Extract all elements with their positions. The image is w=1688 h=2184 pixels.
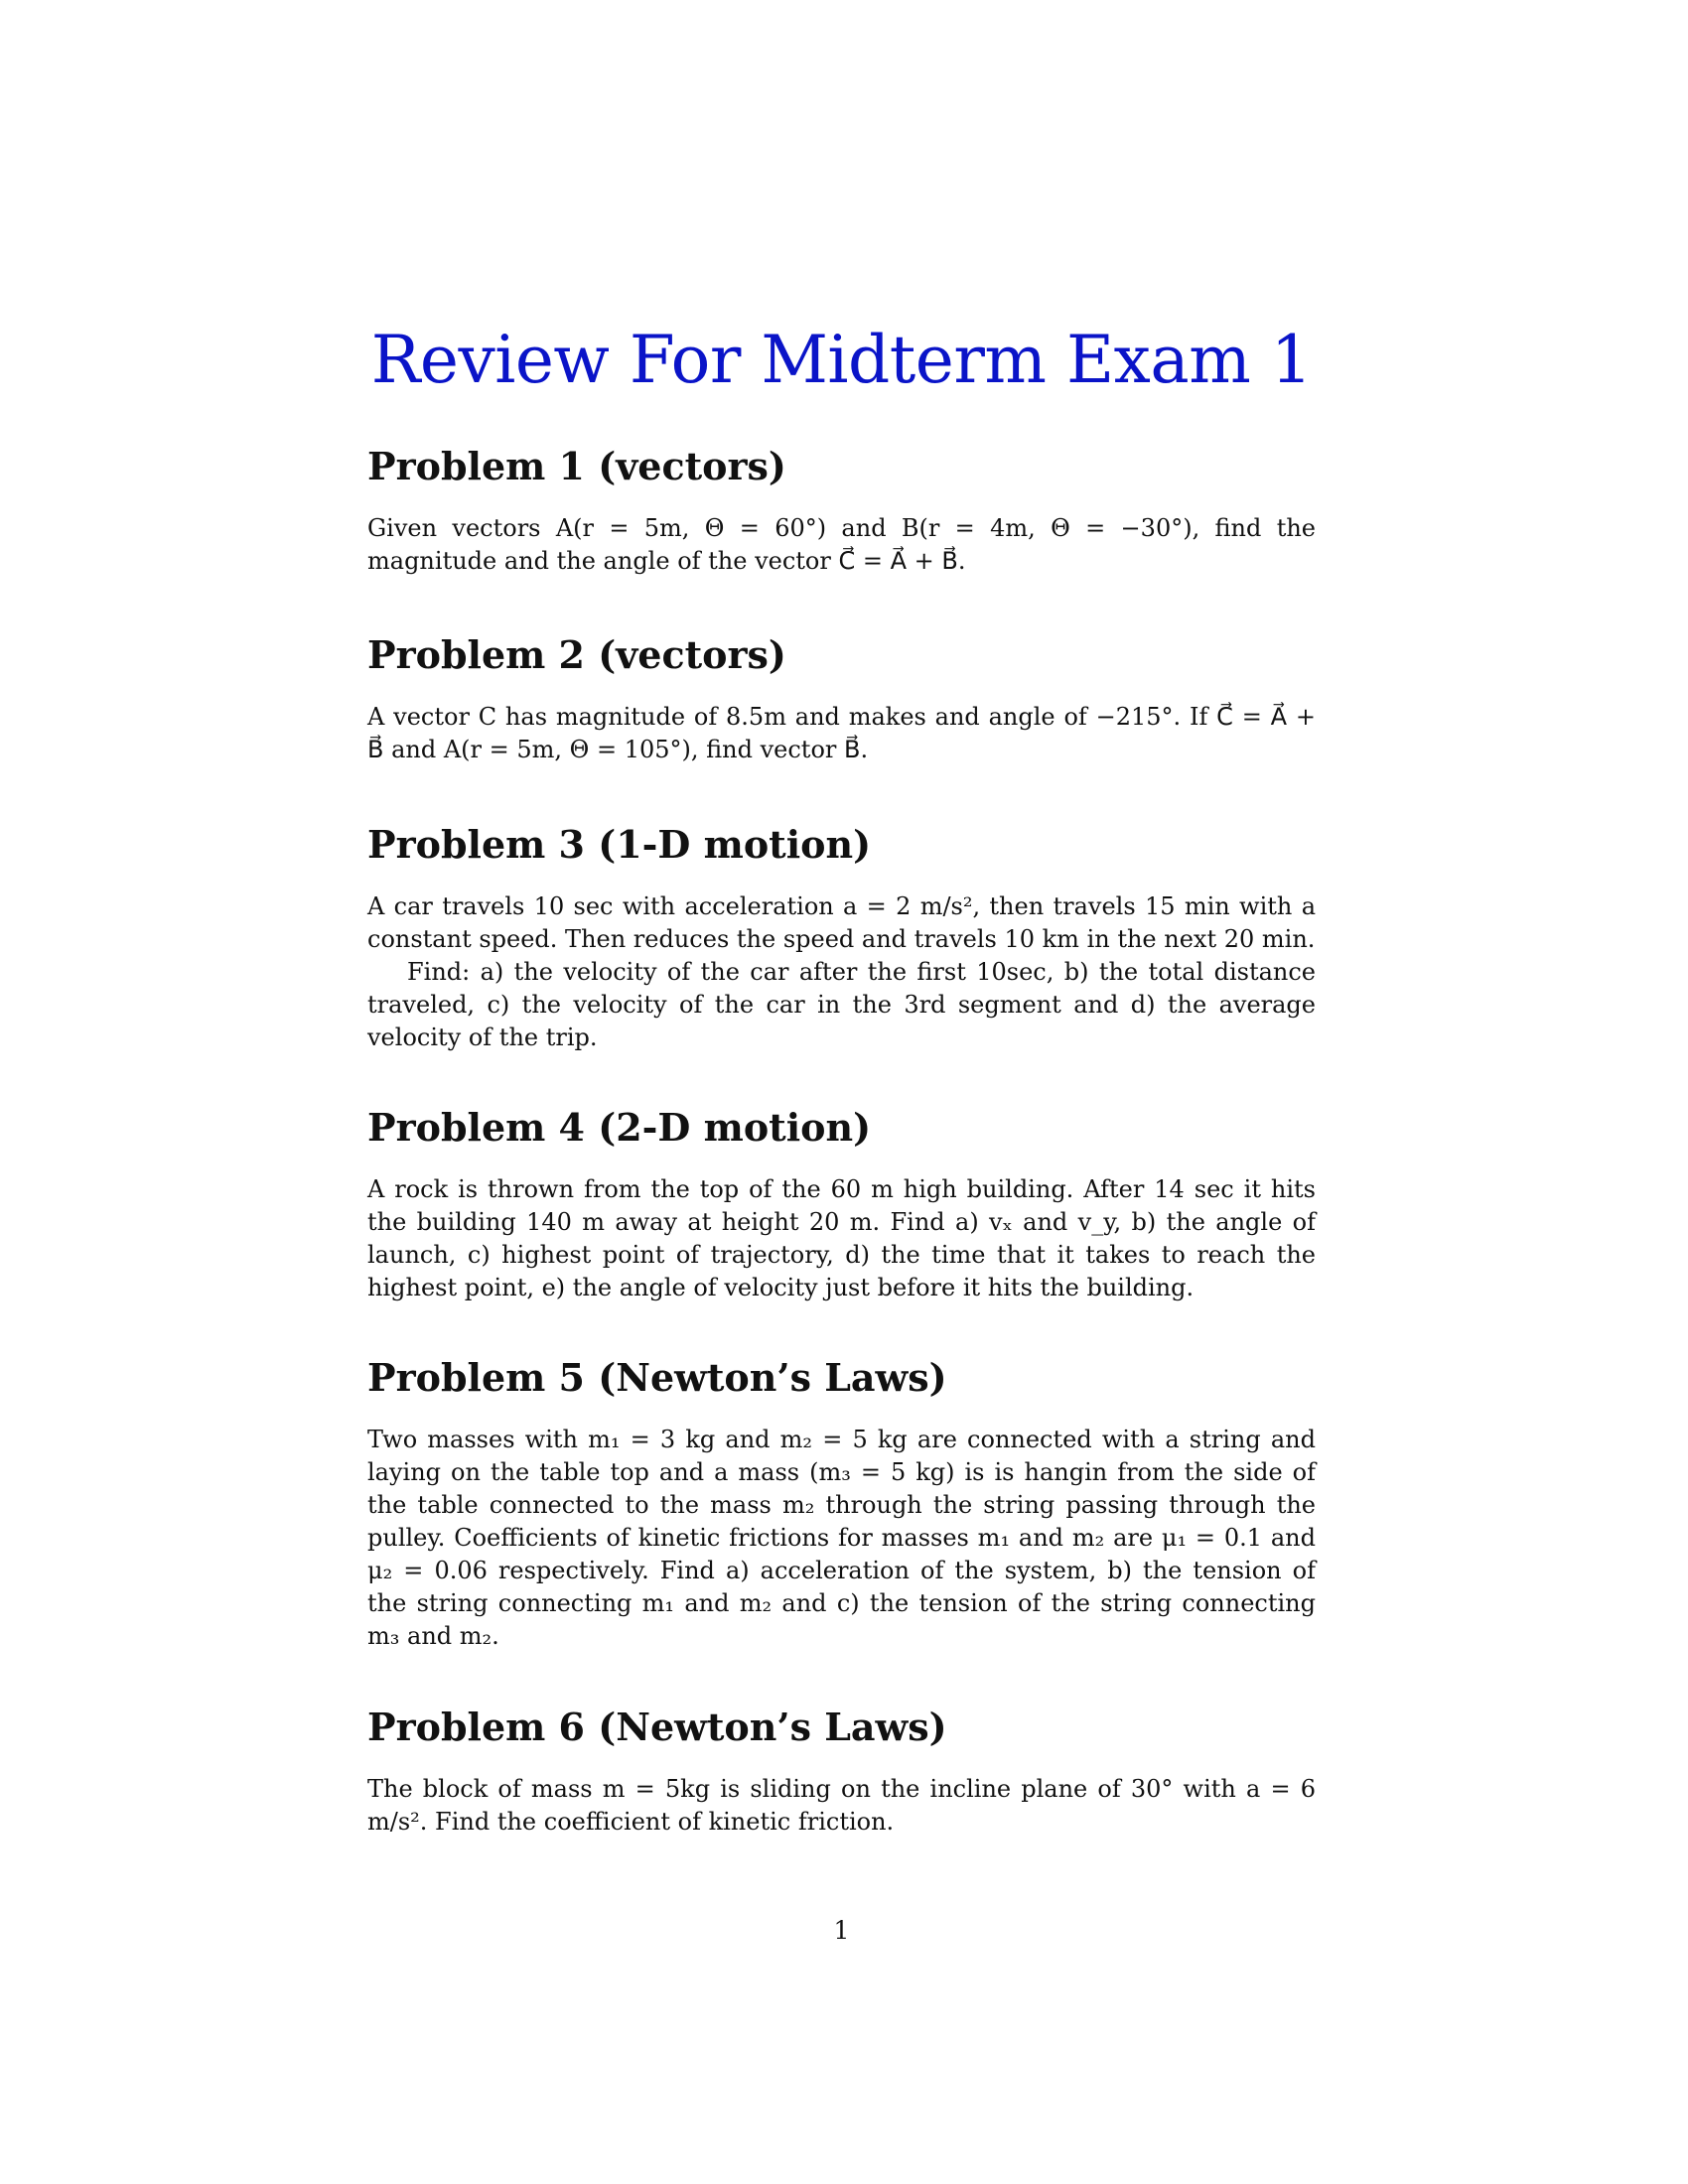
problem-heading: Problem 2 (vectors) [367, 632, 786, 677]
problem-3 [367, 823, 1316, 1054]
problem-text: The block of mass m = 5kg is sliding on the incline plane of 30° with a = 6 m/s². Find the coefficient of kinetic friction. [367, 1775, 1316, 1836]
problem-text: Find: a) the velocity of the car after the first 10sec, b) the total distance traveled, c) the velocity of the car in the 3rd segment and d) the average velocity of the trip. [367, 958, 1316, 1051]
document-title: Review For Midterm Exam 1 [370, 322, 1313, 398]
problem-6 [367, 1706, 1316, 1839]
problem-text: A rock is thrown from the top of the 60 m high building. After 14 sec it hits the building 140 m away at height 20 m. Find a) vₓ and v_y, b) the angle of launch, c) highest point of trajectory, d) the time that it takes to reach the highest point, e) the angle of velocity just before it hits the building. [367, 1175, 1316, 1301]
problem-2 [367, 633, 1316, 766]
problem-heading: Problem 1 (vectors) [367, 444, 786, 488]
problem-heading: Problem 4 (2-D motion) [367, 1105, 872, 1150]
problem-text: Given vectors A(r = 5m, Θ = 60°) and B(r = 4m, Θ = −30°), find the magnitude and the angle of the vector C⃗ = A⃗ + B⃗. [367, 514, 1316, 575]
page-number: 1 [833, 1916, 850, 1945]
problem-1 [367, 445, 1316, 578]
problem-text: Two masses with m₁ = 3 kg and m₂ = 5 kg are connected with a string and laying on the table top and a mass (m₃ = 5 kg) is is hangin from the side of the table connected to the mass m₂ through the string passing through the pulley. Coefficients of kinetic frictions for masses m₁ and m₂ are μ₁ = 0.1 and μ₂ = 0.06 respectively. Find a) acceleration of the system, b) the tension of the string connecting m₁ and m₂ and c) the tension of the string connecting m₃ and m₂. [367, 1426, 1316, 1650]
problem-heading: Problem 6 (Newton’s Laws) [367, 1705, 947, 1749]
problem-heading: Problem 3 (1-D motion) [367, 822, 872, 867]
problem-4 [367, 1106, 1316, 1304]
problem-5 [367, 1356, 1316, 1653]
problem-heading: Problem 5 (Newton’s Laws) [367, 1355, 947, 1400]
problem-text: A vector C has magnitude of 8.5m and makes and angle of −215°. If C⃗ = A⃗ + B⃗ and A(r = 5m, Θ = 105°), find vector B⃗. [367, 703, 1316, 763]
problem-text: A car travels 10 sec with acceleration a = 2 m/s², then travels 15 min with a constant speed. Then reduces the speed and travels 10 km in the next 20 min. [367, 892, 1316, 953]
